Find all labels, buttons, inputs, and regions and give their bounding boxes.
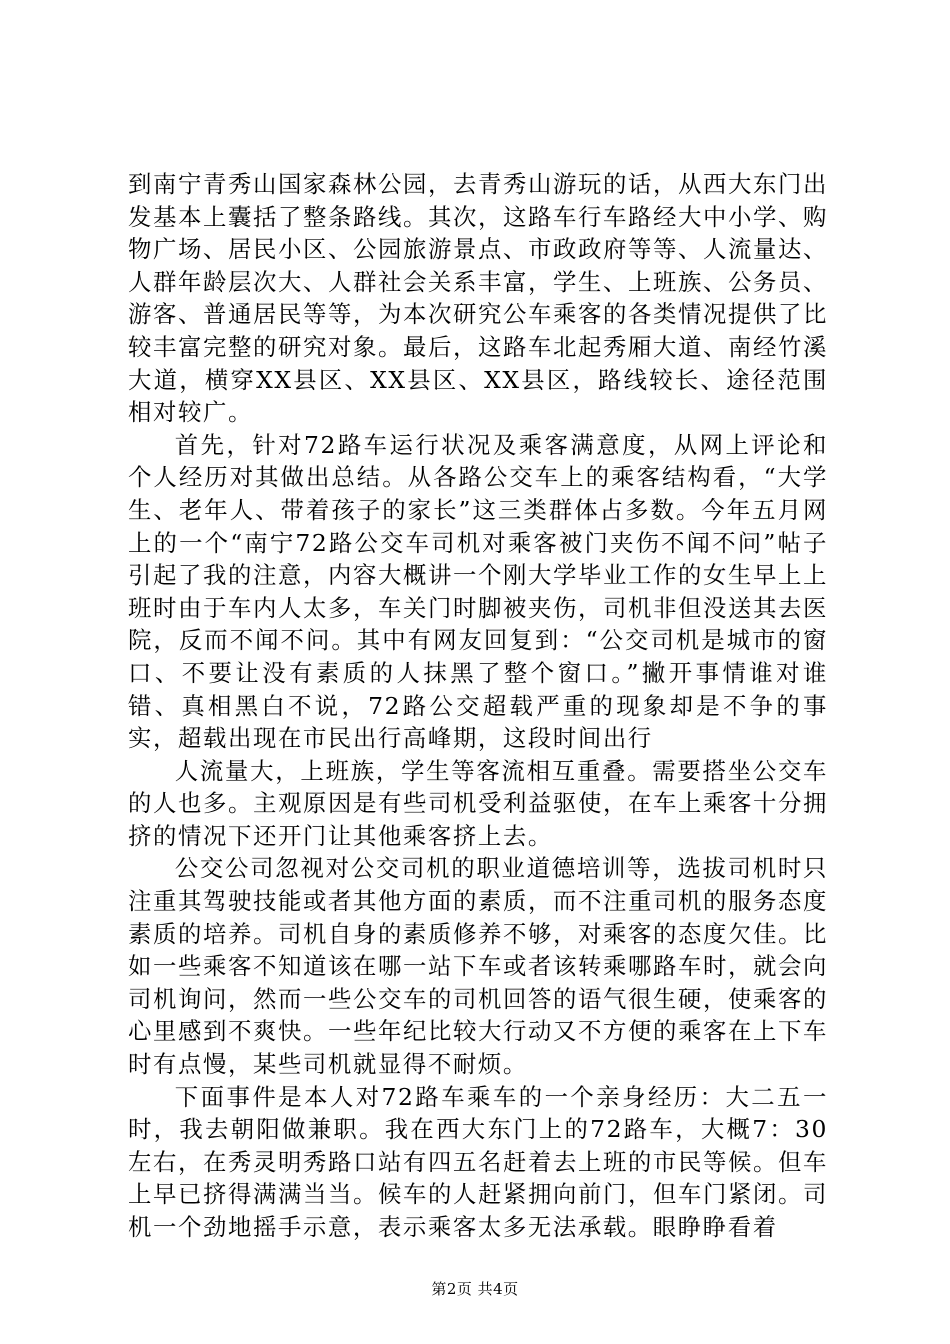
paragraph-passenger-flow: 人流量大，上班族，学生等客流相互重叠。需要搭坐公交车的人也多。主观原因是有些司机受利益驱使，在车上乘客十分拥挤的情况下还开门让其他乘客挤上去。 [128, 756, 828, 850]
paragraph-route-72-overview: 首先，针对72路车运行状况及乘客满意度，从网上评论和个人经历对其做出总结。从各路公交车上的乘客结构看，“大学生、老年人、带着孩子的家长”这三类群体占多数。今年五月网上的一个“南宁72路公交车司机对乘客被门夹伤不闻不问”帖子引起了我的注意，内容大概讲一个刚大学毕业工作的女生早上上班时由于车内人太多，车关门时脚被夹伤，司机非但没送其去医院，反而不闻不问。其中有网友回复到：“公交司机是城市的窗口、不要让没有素质的人抹黑了整个窗口。”撇开事情谁对谁错、真相黑白不说，72路公交超载严重的现象却是不争的事实，超载出现在市民出行高峰期，这段时间出行 [128, 430, 828, 753]
paragraph-driver-training: 公交公司忽视对公交司机的职业道德培训等，选拔司机时只注重其驾驶技能或者其他方面的素质，而不注重司机的服务态度素质的培养。司机自身的素质修养不够，对乘客的态度欠佳。比如一些乘客不知道该在哪一站下车或者该转乘哪路车时，就会向司机询问，然而一些公交车的司机回答的语气很生硬，使乘客的心里感到不爽快。一些年纪比较大行动又不方便的乘客在上下车时有点慢，某些司机就显得不耐烦。 [128, 854, 828, 1079]
paragraph-continued: 到南宁青秀山国家森林公园，去青秀山游玩的话，从西大东门出发基本上囊括了整条路线。其次，这路车行车路经大中小学、购物广场、居民小区、公园旅游景点、市政政府等等、人流量达、人群年龄层次大、人群社会关系丰富，学生、上班族、公务员、游客、普通居民等等，为本次研究公车乘客的各类情况提供了比较丰富完整的研究对象。最后，这路车北起秀厢大道、南经竹溪大道，横穿XX县区、XX县区、XX县区，路线较长、途径范围相对较广。 [128, 170, 828, 427]
paragraph-personal-experience: 下面事件是本人对72路车乘车的一个亲身经历：大二五一时，我去朝阳做兼职。我在西大东门上的72路车，大概7：30左右，在秀灵明秀路口站有四五名赶着去上班的市民等候。但车上早已挤得满满当当。候车的人赶紧拥向前门，但车门紧闭。司机一个劲地摇手示意，表示乘客太多无法承载。眼睁睁看着 [128, 1082, 828, 1241]
page-footer: 第2页 共4页 [431, 1280, 519, 1298]
document-body [128, 168, 828, 1244]
